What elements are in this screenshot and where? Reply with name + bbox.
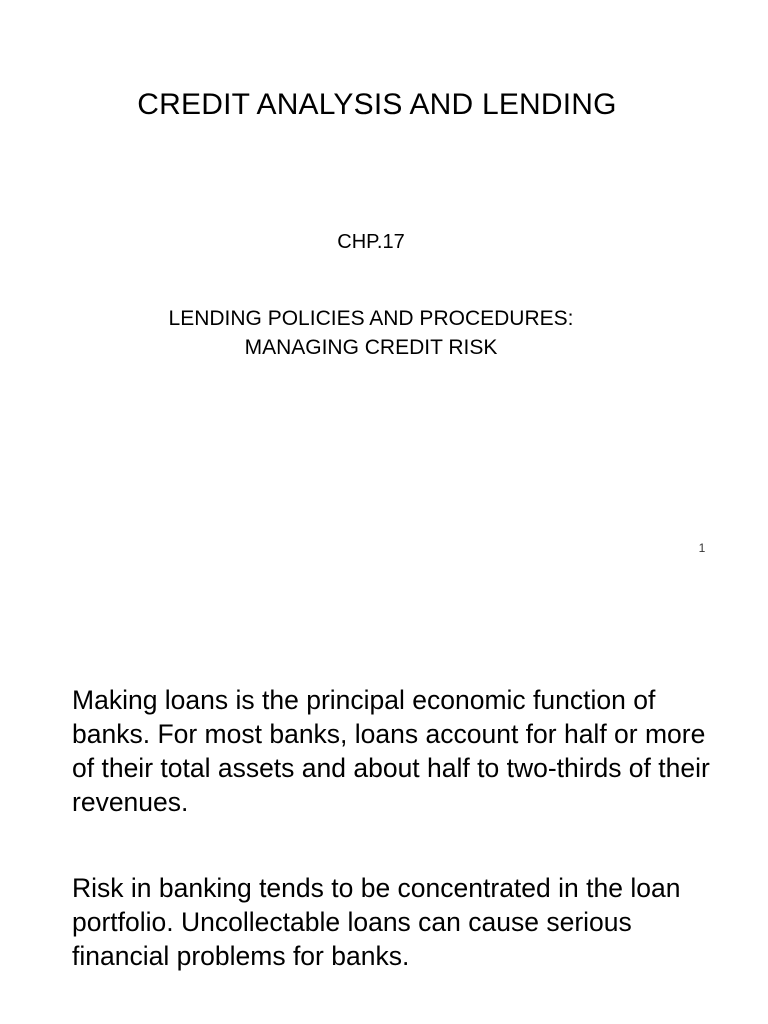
subtitle-line: MANAGING CREDIT RISK (244, 336, 498, 359)
content-slide (0, 640, 768, 1024)
body-paragraph: Risk in banking tends to be concentrated in the loan portfolio. Uncollectable loans can cause serious financial problems for banks. (72, 873, 681, 971)
page-number: 1 (698, 541, 706, 555)
body-paragraph: Making loans is the principal economic function of banks. For most banks, loans account for half or more of their total assets and about half to two-thirds of their revenues. (72, 685, 710, 817)
slide-title: CREDIT ANALYSIS AND LENDING (137, 88, 617, 121)
chapter-label: CHP.17 (337, 231, 405, 253)
slide-subtitle (0, 304, 742, 362)
subtitle-line: LENDING POLICIES AND PROCEDURES: (168, 307, 574, 330)
